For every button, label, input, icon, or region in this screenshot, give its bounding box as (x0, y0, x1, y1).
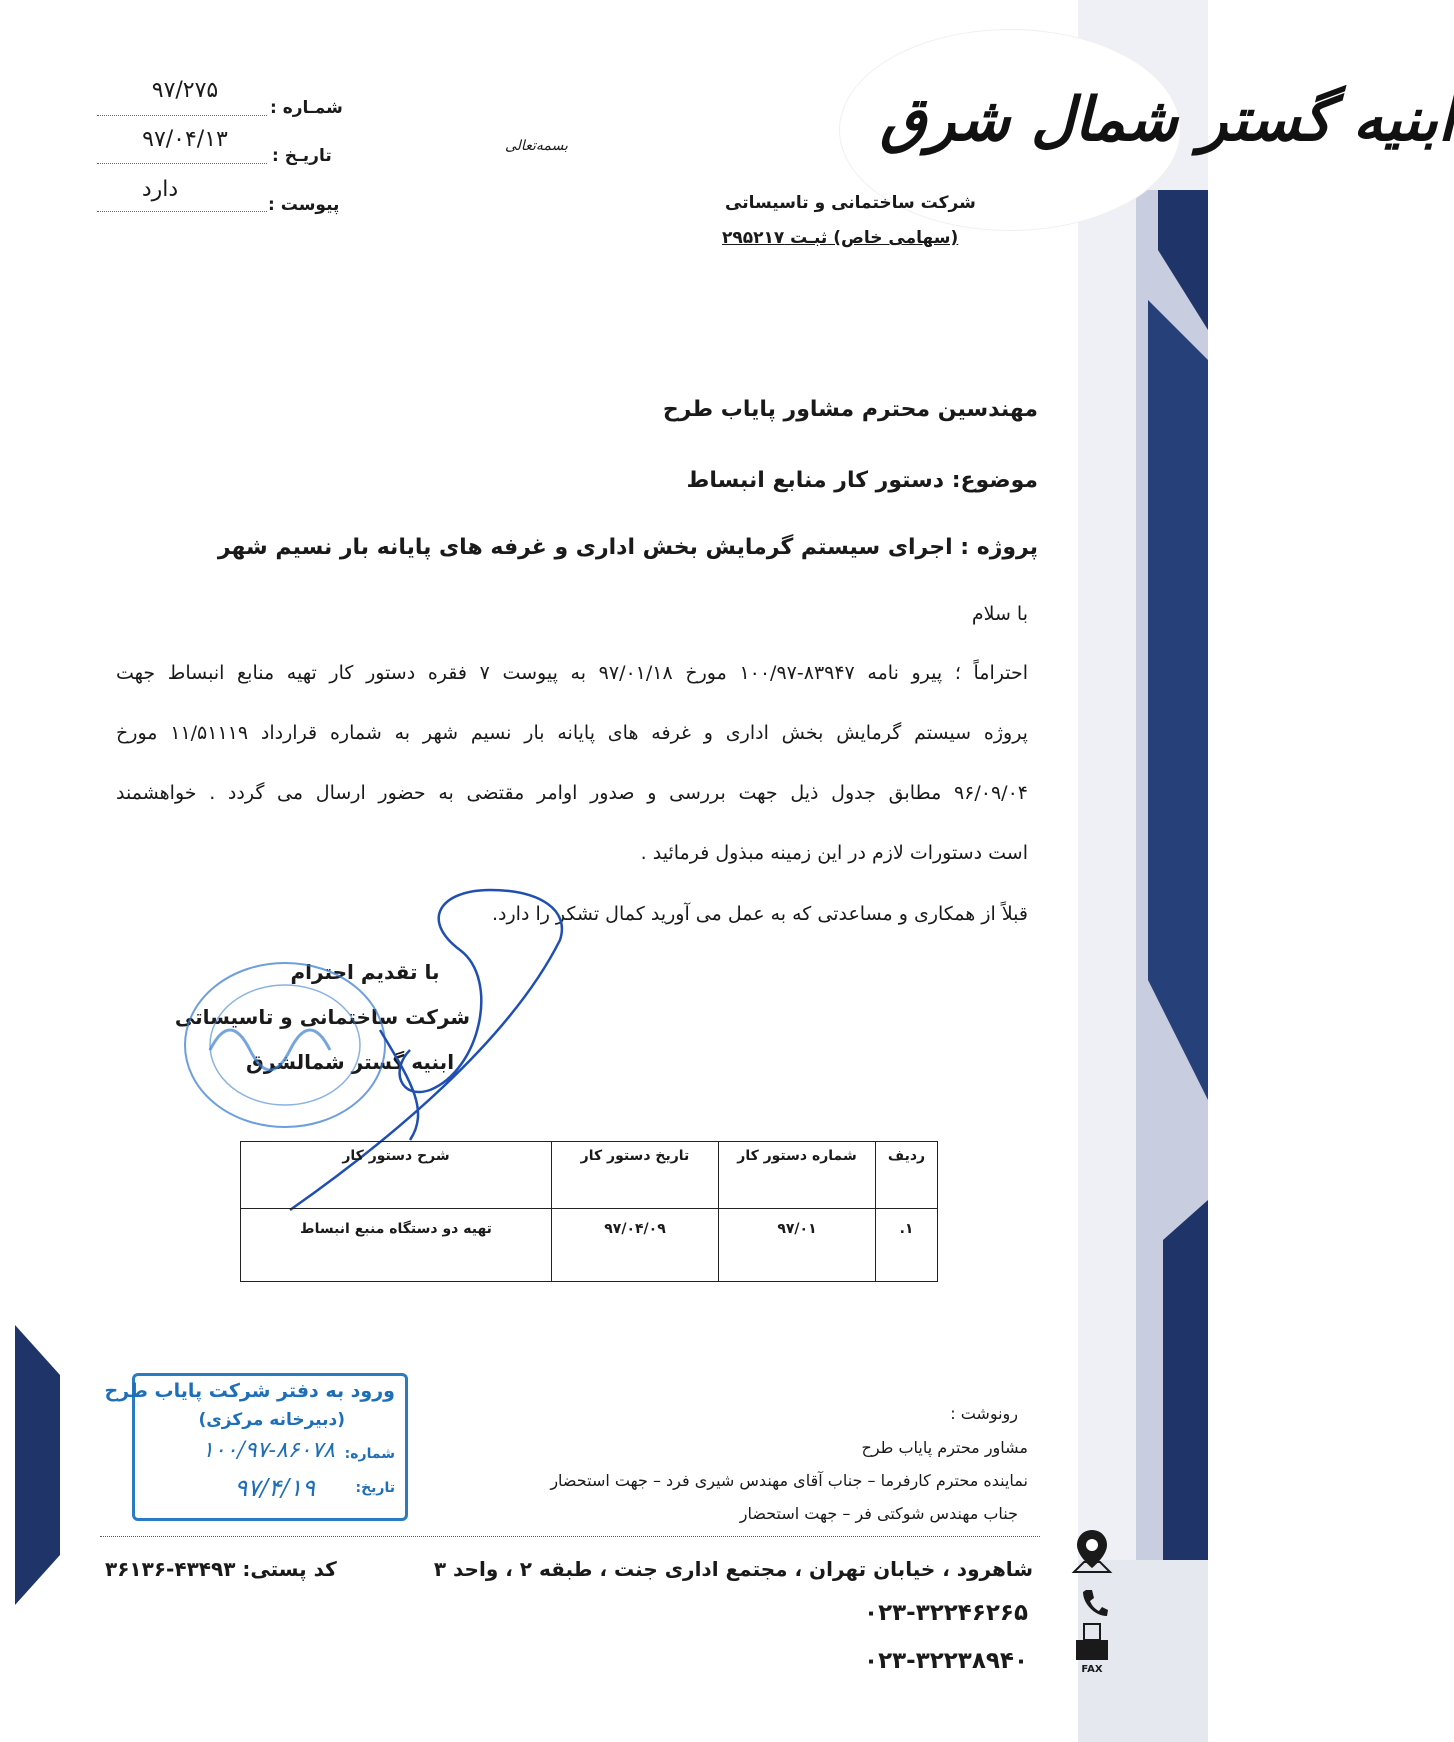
footer-divider (100, 1536, 1040, 1537)
cc-item: جناب مهندس شوکتی فر – جهت استحضار (739, 1504, 1018, 1523)
header-order-number: شماره دستور کار (719, 1142, 876, 1209)
company-logo-text: ابنیه گستر شمال شرق (880, 85, 1454, 155)
table-header-row (241, 1142, 938, 1209)
attachment-value: دارد (141, 177, 179, 202)
left-edge-accent (15, 1325, 60, 1605)
footer-fax: ۰۲۳-۳۲۲۳۸۹۴۰ (864, 1648, 1028, 1674)
header-order-date: تاریخ دستور کار (552, 1142, 719, 1209)
phone-icon (1080, 1588, 1108, 1618)
footer-postal-code: کد پستی: ۴۳۴۹۳-۳۶۱۳۶ (105, 1557, 337, 1581)
work-order-table (240, 1141, 938, 1282)
thanks: قبلاً از همکاری و مساعدتی که به عمل می آورید کمال تشکر را دارد. (491, 903, 1028, 925)
fax-label: FAX (1081, 1664, 1103, 1675)
footer-address: شاهرود ، خیابان تهران ، مجتمع اداری جنت ، طبقه ۲ ، واحد ۳ (433, 1557, 1033, 1581)
project: پروژه : اجرای سیستم گرمایش بخش اداری و غرفه های پایانه بار نسیم شهر (217, 535, 1038, 560)
cc-title: رونوشت : (950, 1404, 1018, 1423)
footer-phone: ۰۲۳-۳۲۲۴۶۲۶۵ (864, 1600, 1028, 1626)
location-pin-icon (1072, 1528, 1112, 1574)
stamp-number-label: شماره: (344, 1446, 395, 1462)
number-value: ۹۷/۲۷۵ (151, 78, 219, 103)
cell-order-date: ۹۷/۰۴/۰۹ (552, 1209, 719, 1282)
header-row-number: ردیف (876, 1142, 938, 1209)
stamp-number-value: ۱۰۰/۹۷-۸۶۰۷۸ (201, 1438, 335, 1463)
stamp-date-label: تاریخ: (355, 1480, 395, 1496)
cc-item: نماینده محترم کارفرما – جناب آقای مهندس شیری فرد – جهت استحضار (550, 1471, 1028, 1490)
cell-order-description: تهیه دو دستگاه منبع انبساط (241, 1209, 552, 1282)
greeting: با سلام (971, 603, 1028, 625)
cell-order-number: ۹۷/۰۱ (719, 1209, 876, 1282)
body-line-4: است دستورات لازم در این زمینه مبذول فرمائید . (640, 842, 1028, 864)
signature-line-3: ابنیه گستر شمالشرق (245, 1050, 455, 1074)
company-registration: (سهامی خاص) ثبـت ۲۹۵۲۱۷ (722, 228, 959, 248)
cc-item: مشاور محترم پایاب طرح (861, 1438, 1028, 1457)
body-line-2: پروژه سیستم گرمایش بخش اداری و غرفه های پایانه بار نسیم شهر به شماره قرارداد ۱۱/۵۱۱۱۹ مورخ (116, 722, 1028, 744)
date-line (97, 163, 267, 164)
stamp-line-1: ورود به دفتر شرکت پایاب طرح (104, 1380, 395, 1402)
date-value: ۹۷/۰۴/۱۳ (142, 127, 228, 152)
date-label: تاریـخ : (272, 146, 332, 166)
decorative-side-band (1078, 0, 1208, 1742)
fax-icon (1072, 1622, 1112, 1674)
company-subtitle: شرکت ساختمانی و تاسیساتی (725, 193, 976, 213)
number-line (97, 115, 267, 116)
recipient: مهندسین محترم مشاور پایاب طرح (662, 397, 1038, 422)
stamp-line-2: (دبیرخانه مرکزی) (198, 1410, 345, 1430)
subject: موضوع: دستور کار منابع انبساط (686, 468, 1038, 493)
body-line-3: ۹۶/۰۹/۰۴ مطابق جدول ذیل جهت بررسی و صدور اوامر مقتضی به حضور ارسال می گردد . خواهشمند (116, 782, 1028, 804)
attachment-label: پیوست : (268, 195, 340, 215)
bismillah: بسمه‌تعالی (505, 138, 568, 154)
table-row (241, 1209, 938, 1282)
header-order-description: شرح دستور کار (241, 1142, 552, 1209)
body-line-1: احتراماً ؛ پیرو نامه ۸۳۹۴۷-۱۰۰/۹۷ مورخ ۹۷/۰۱/۱۸ به پیوست ۷ فقره دستور کار تهیه منابع انبساط جهت (116, 662, 1028, 684)
receipt-stamp (104, 1373, 408, 1521)
attachment-line (97, 211, 267, 212)
stamp-date-value: ۹۷/۴/۱۹ (234, 1474, 315, 1502)
number-label: شمـاره : (270, 98, 343, 118)
signature-line-2: شرکت ساختمانی و تاسیساتی (174, 1005, 470, 1029)
cell-row-number: ۱. (876, 1209, 938, 1282)
signature-line-1: با تقدیم احترام (290, 960, 440, 984)
